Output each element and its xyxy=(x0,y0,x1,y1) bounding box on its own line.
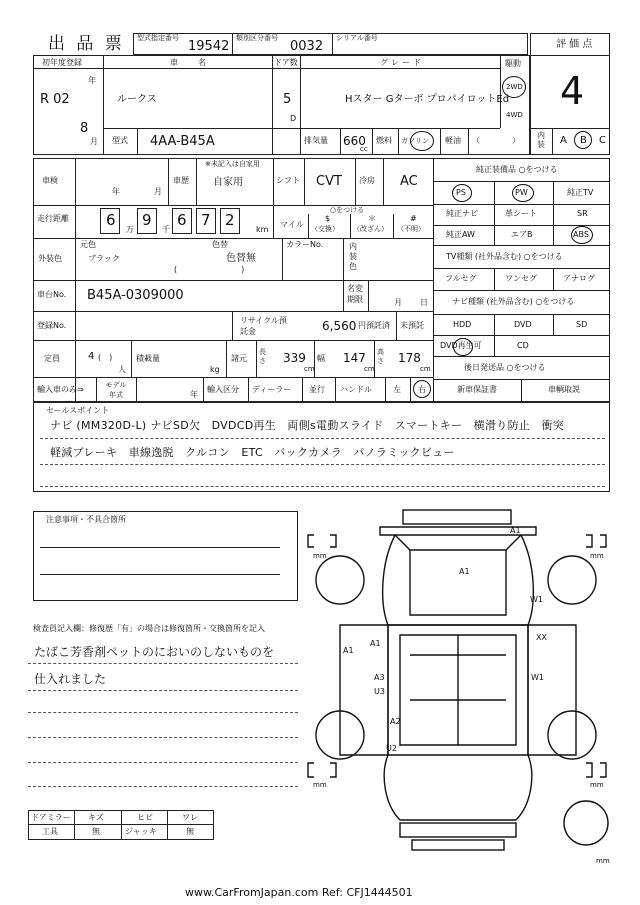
table-jack-value: 無 xyxy=(186,827,194,836)
meter-note: ○をつける xyxy=(330,206,365,214)
after-label: 後日発送品 ○をつける xyxy=(464,363,546,372)
shaken-year: 年 xyxy=(112,187,120,196)
table-tools-value: 無 xyxy=(92,827,100,836)
repaint-paren: ( ) xyxy=(174,265,245,274)
interior-c: C xyxy=(599,135,606,146)
model-value: 4AA-B45A xyxy=(150,134,215,149)
tv-oneseg: ワンセグ xyxy=(505,274,537,283)
mileage-digit-4: 7 xyxy=(201,211,211,229)
light-oil-paren: （ ） xyxy=(472,136,520,145)
mark-rear-a2: A2 xyxy=(390,717,401,726)
mileage-label: 走行距離 xyxy=(37,214,69,223)
fuel-value: ガソリン xyxy=(401,137,429,145)
serial-label: シリアル番号 xyxy=(336,34,378,42)
mark-right-front-wheel: W1 xyxy=(530,595,543,604)
handle-label: ハンドル xyxy=(340,385,372,394)
equip-navi: 純正ナビ xyxy=(446,209,478,218)
drive-label: 駆動 xyxy=(505,59,521,68)
fuel-circle xyxy=(410,131,434,151)
navi-label: ナビ種類 (社外品含む) ○をつける xyxy=(452,297,575,306)
after-warranty: 新車保証書 xyxy=(457,385,497,394)
inspector-line-2: 仕入れました xyxy=(34,672,107,686)
mark-rear-left-a3: A3 xyxy=(374,673,385,682)
length-value: 339 xyxy=(283,351,306,365)
equip-abs: ABS xyxy=(573,230,589,239)
doors-label: ドア数 xyxy=(274,58,298,67)
navi-dvd: DVD xyxy=(514,320,532,329)
chassis-label: 車台No. xyxy=(37,290,67,299)
meter-tamper: （改ざん） xyxy=(353,225,388,233)
color-label: 外装色 xyxy=(38,254,62,263)
equip-leather: 革シート xyxy=(505,209,537,218)
inspector-line-1: たばこ芳香剤ペットのにおいのしないものを xyxy=(34,645,275,659)
mark-right-rear-wheel: W1 xyxy=(531,673,544,682)
handle-right: 右 xyxy=(418,385,426,394)
month-label: 月 xyxy=(90,137,98,146)
car-name: ルークス xyxy=(117,94,157,105)
table-tools: 工具 xyxy=(42,827,58,836)
ac-value: AC xyxy=(400,174,418,189)
meter-star: ＊ xyxy=(368,214,376,223)
drive-2wd: 2WD xyxy=(506,83,523,91)
recycle-status: 円預託済 xyxy=(358,321,390,330)
meter-label: マイル xyxy=(280,220,304,229)
car-name-label: 車 名 xyxy=(170,58,212,67)
length-label: 長さ xyxy=(259,348,266,365)
expiry-label: 名変期限 xyxy=(347,284,363,304)
mark-front-bumper: A1 xyxy=(510,526,521,535)
length-unit: cm xyxy=(304,365,315,373)
width-value: 147 xyxy=(343,351,366,365)
equip-sr: SR xyxy=(577,209,588,218)
equip-pw-circle xyxy=(512,184,534,202)
mm-label-2: mm xyxy=(590,552,604,560)
capacity-value: 4 xyxy=(88,351,95,362)
import-label: 輸入車のみ⇒ xyxy=(37,385,84,394)
repaint-value: 色替無 xyxy=(226,253,256,264)
genuine-label: 純正装備品 ○をつける xyxy=(476,165,558,174)
grade-label: グレード xyxy=(380,58,424,67)
mileage-digit-1: 6 xyxy=(106,211,116,229)
handle-left: 左 xyxy=(393,385,401,394)
recycle-value: 6,560 xyxy=(322,319,357,333)
table-header-crack: ヒビ xyxy=(137,813,153,822)
mileage-km: km xyxy=(256,225,269,234)
usage-value: 自家用 xyxy=(213,177,243,188)
first-reg-label: 初年度登録 xyxy=(42,58,82,67)
grade-value: Hスター Gターボ プロパイロットEd xyxy=(345,94,510,105)
expiry-day: 日 xyxy=(420,298,428,307)
model-cert-value: 19542 xyxy=(188,39,230,54)
class-value: 0032 xyxy=(290,39,324,54)
navi-dvd-play-circle xyxy=(453,338,473,356)
mileage-digit-3: 6 xyxy=(177,211,187,229)
chassis-value: B45A-0309000 xyxy=(87,288,184,303)
mark-rear-left-u3: U3 xyxy=(374,687,385,696)
model-year-label: モデル年式 xyxy=(105,381,127,399)
mm-label-3: mm xyxy=(313,781,327,789)
width-unit: cm xyxy=(364,365,375,373)
interior-b: B xyxy=(580,135,587,146)
equip-abs-circle xyxy=(571,226,593,244)
equip-ps-circle xyxy=(452,184,472,202)
mark-hood: A1 xyxy=(459,567,470,576)
interior-b-circle xyxy=(574,131,592,149)
shift-label: シフト xyxy=(276,176,300,185)
capacity-paren: ( ) xyxy=(98,353,113,362)
mark-right-door: XX xyxy=(536,633,547,642)
table-header-break: ワレ xyxy=(182,813,198,822)
regno-label: 登録No. xyxy=(37,321,67,330)
meter-exchange: （交換） xyxy=(311,225,339,233)
expiry-month: 月 xyxy=(394,298,402,307)
load-label: 積載量 xyxy=(136,354,160,363)
reg-month: 8 xyxy=(80,121,89,136)
caution-box xyxy=(33,511,298,601)
model-year-unit: 年 xyxy=(190,390,198,399)
displacement-value: 660 xyxy=(343,134,366,148)
table-header-scratch: キズ xyxy=(88,813,104,822)
navi-cd: CD xyxy=(517,341,529,350)
tv-label: TV種類 (社外品含む) ○をつける xyxy=(446,252,563,261)
capacity-unit: 人 xyxy=(118,365,126,374)
recycle-label: リサイクル預託金 xyxy=(240,316,287,336)
height-unit: cm xyxy=(420,365,431,373)
mileage-digit-5: 2 xyxy=(225,211,235,229)
capacity-label: 定員 xyxy=(44,354,60,363)
equip-aw: 純正AW xyxy=(446,230,475,239)
recycle-none: 未預託 xyxy=(400,321,424,330)
mileage-man: 万 xyxy=(126,225,134,234)
tv-analog: アナログ xyxy=(563,274,595,283)
usage-note: ※未記入は自家用 xyxy=(205,160,260,168)
mm-label-5: mm xyxy=(596,857,610,865)
table-jack: ジャッキ xyxy=(125,827,157,836)
width-label: 幅 xyxy=(317,354,325,363)
grade-eval-label: 評 価 点 xyxy=(556,39,593,50)
equip-airbag: エアB xyxy=(511,230,533,239)
caution-label: 注意事項・不具合箇所 xyxy=(46,515,126,524)
spec-label: 諸元 xyxy=(231,354,247,363)
equip-ps: PS xyxy=(456,188,466,197)
ac-label: 冷房 xyxy=(359,176,375,185)
meter-dollar: $ xyxy=(325,214,331,223)
mark-left-door: A1 xyxy=(370,639,381,648)
meter-hash: # xyxy=(410,214,417,223)
sales-line-1: ナビ (MM320D-L) ナビSD欠 DVDCD再生 両側s電動スライド スマートキー 横滑り防止 衝突 xyxy=(50,419,565,432)
height-value: 178 xyxy=(398,351,421,365)
year-label: 年 xyxy=(88,76,96,85)
mileage-sen: 千 xyxy=(162,225,170,234)
sales-label: セールスポイント xyxy=(46,406,110,415)
sales-line-2: 軽減ブレーキ 車線逸脱 クルコン ETC バックカメラ パノラミックビュー xyxy=(50,446,455,459)
interior-color-label: 内装色 xyxy=(349,242,357,271)
model-label: 型式 xyxy=(112,136,128,145)
light-oil-label: 軽油 xyxy=(445,136,461,145)
orig-color: ブラック xyxy=(88,254,120,263)
era-year: R 02 xyxy=(40,92,70,107)
fuel-label: 燃料 xyxy=(376,136,392,145)
navi-sd: SD xyxy=(576,320,588,329)
mileage-digit-2: 9 xyxy=(142,211,152,229)
navi-dvd-play: DVD再生可 xyxy=(440,341,482,350)
navi-hdd: HDD xyxy=(453,320,472,329)
repaint-label: 色替 xyxy=(212,240,228,249)
drive-2wd-circle xyxy=(502,76,526,98)
parallel-option: 並行 xyxy=(309,385,325,394)
footer-ref: www.CarFromJapan.com Ref: CFJ1444501 xyxy=(185,886,413,899)
tv-fullseg: フルセグ xyxy=(445,274,477,283)
shift-value: CVT xyxy=(316,174,342,189)
class-label: 類別区分番号 xyxy=(236,34,278,42)
mm-label-1: mm xyxy=(313,552,327,560)
doors-suffix: D xyxy=(290,114,297,123)
after-manual: 車輌取説 xyxy=(548,385,580,394)
cc-unit: cc xyxy=(360,145,368,153)
drive-4wd: 4WD xyxy=(506,111,523,119)
import-class-label: 輸入区分 xyxy=(207,385,239,394)
height-label: 高さ xyxy=(377,348,384,365)
color-no-label: カラーNo. xyxy=(286,240,324,249)
dealer-option: ディーラー xyxy=(252,385,292,394)
form-title: 出 品 票 xyxy=(48,34,125,54)
usage-label: 車歴 xyxy=(173,176,189,185)
inspector-label: 検査員記入欄：修復歴「有」の場合は修復箇所・交換箇所を記入 xyxy=(33,624,265,633)
interior-label: 内装 xyxy=(537,131,545,149)
car-damage-diagram xyxy=(300,505,620,870)
mark-left-side: A1 xyxy=(343,646,354,655)
handle-right-circle xyxy=(413,380,431,398)
score-value: 4 xyxy=(560,69,585,113)
mark-rear-u2: U2 xyxy=(386,744,397,753)
meter-unknown: （不明） xyxy=(397,225,425,233)
doors-value: 5 xyxy=(283,92,292,107)
orig-color-label: 元色 xyxy=(80,240,96,249)
shaken-month: 月 xyxy=(154,187,162,196)
model-cert-label: 型式指定番号 xyxy=(137,34,179,42)
displacement-label: 排気量 xyxy=(304,136,328,145)
table-header-mirror: ドアミラー xyxy=(31,813,71,822)
load-unit: kg xyxy=(210,365,220,374)
mm-label-4: mm xyxy=(590,781,604,789)
shaken-label: 車検 xyxy=(42,176,58,185)
equip-pw: PW xyxy=(515,188,528,197)
interior-a: A xyxy=(560,135,567,146)
equip-tv: 純正TV xyxy=(567,188,594,197)
